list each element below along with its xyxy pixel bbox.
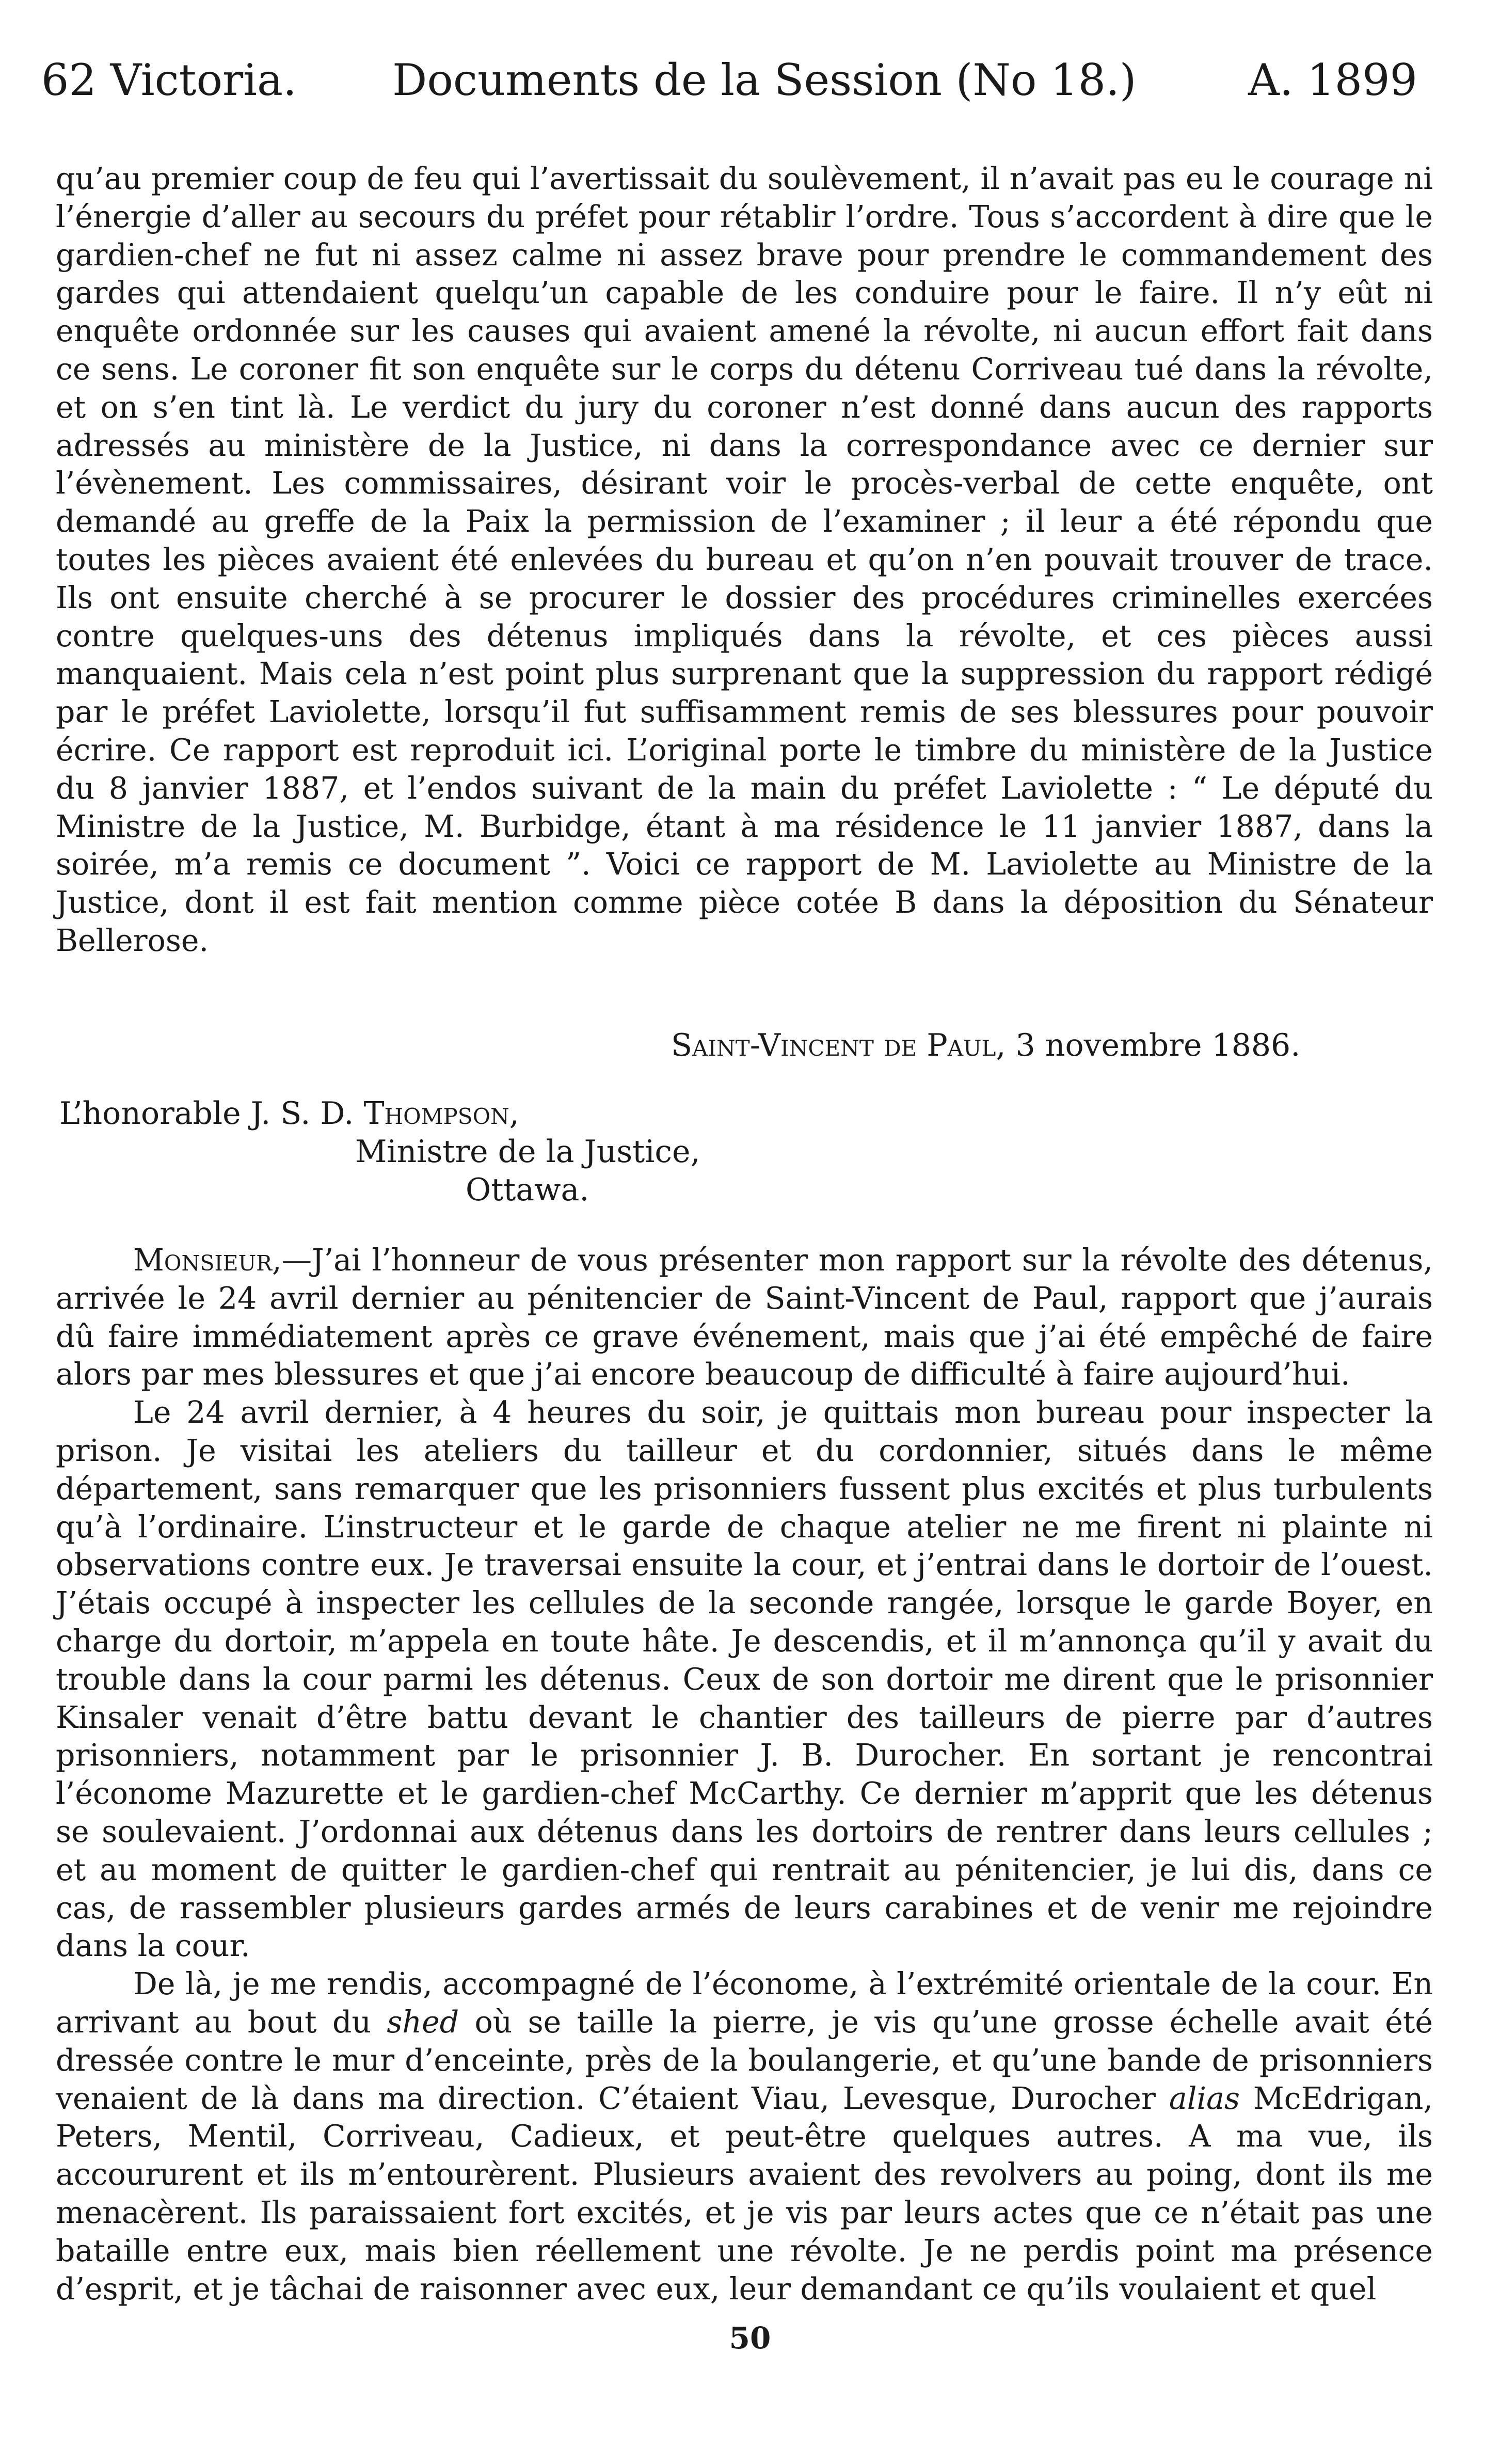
p3-text-b: où se taille la pierre, je vis qu’une grosse échelle avait été dressée contre le mur d’enceinte, près de la boulangerie, et qu’une bande de prisonniers venaient de là dans ma direction. C’étaient Viau, Levesque, Durocher: [56, 2004, 1433, 2116]
letter-paragraph-1: [56, 1242, 1433, 1394]
address-line-3: Ottawa.: [466, 1172, 589, 1208]
salutation: Monsieur: [133, 1243, 273, 1278]
dateline-date: , 3 novembre 1886.: [996, 1027, 1301, 1063]
p3-italic-alias: alias: [1169, 2080, 1240, 2116]
letter-paragraph-1-text: ,—J’ai l’honneur de vous présenter mon rapport sur la révolte des détenus, arrivée le 24 avril dernier au pénitencier de Saint-Vincent de Paul, rapport que j’aurais dû faire immédiatement après ce grave événement, mais que j’ai été empêché de faire alors par mes blessures et que j’ai encore beaucoup de difficulté à faire aujourd’hui.: [56, 1243, 1433, 1392]
p3-text-c: McEdrigan, Peters, Mentil, Corriveau, Cadieux, et peut-être quelques autres. A ma vue, ils accoururent et ils m’entourèrent. Plusieurs avaient des revolvers au poing, dont ils me menacèrent. Ils paraissaient fort excités, et je vis par leurs actes que ce n’était pas une bataille entre eux, mais bien réellement une révolte. Je ne perdis point ma présence d’esprit, et je tâchai de raisonner avec eux, leur demandant ce qu’ils voulaient et quel: [56, 2080, 1433, 2307]
letter-paragraph-3: [56, 1965, 1433, 2308]
letter-dateline: [671, 1025, 1300, 1066]
dateline-place: Saint-Vincent de Paul: [671, 1027, 996, 1063]
running-header: [41, 49, 1417, 111]
opening-paragraph: [56, 160, 1433, 960]
address-name: Thompson: [363, 1095, 509, 1132]
header-year: A. 1899: [1248, 55, 1417, 105]
address-line-1: [59, 1094, 700, 1133]
p3-text-a: De là, je me rendis, accompagné de l’économe, à l’extrémité orientale de la cour. En arrivant au bout du: [56, 1966, 1433, 2040]
paragraph-1: qu’au premier coup de feu qui l’avertissait du soulèvement, il n’avait pas eu le courage ni l’énergie d’aller au secours du préfet pour rétablir l’ordre. Tous s’accordent à dire que le gardien-chef ne fut ni assez calme ni assez brave pour prendre le commandement des gardes qui attendaient quelqu’un capable de les conduire pour le faire. Il n’y eût ni enquête ordonnée sur les causes qui avaient amené la révolte, ni aucun effort fait dans ce sens. Le coroner fit son enquête sur le corps du détenu Corriveau tué dans la révolte, et on s’en tint là. Le verdict du jury du coroner n’est donné dans aucun des rapports adressés au ministère de la Justice, ni dans la correspondance avec ce dernier sur l’évènement. Les commissaires, désirant voir le procès-verbal de cette enquête, ont demandé au greffe de la Paix la permission de l’examiner ; il leur a été répondu que toutes les pièces avaient été enlevées du bureau et qu’on n’en pouvait trouver de trace. Ils ont ensuite cherché à se procurer le dossier des procédures criminelles exercées contre quelques-uns des détenus impliqués dans la révolte, et ces pièces aussi manquaient. Mais cela n’est point plus surprenant que la suppression du rapport rédigé par le préfet Laviolette, lorsqu’il fut suffisamment remis de ses blessures pour pouvoir écrire. Ce rapport est reproduit ici. L’original porte le timbre du ministère de la Justice du 8 janvier 1887, et l’endos suivant de la main du préfet Laviolette : “ Le député du Ministre de la Justice, M. Burbidge, étant à ma résidence le 11 janvier 1887, dans la soirée, m’a remis ce document ”. Voici ce rapport de M. Laviolette au Ministre de la Justice, dont il est fait mention comme pièce cotée B dans la déposition du Sénateur Bellerose.: [56, 161, 1433, 958]
letter-address: [59, 1094, 700, 1209]
letter-paragraph-2: Le 24 avril dernier, à 4 heures du soir, je quittais mon bureau pour inspecter la prison. Je visitai les ateliers du tailleur et du cordonnier, situés dans le même département, sans remarquer que les prisonniers fussent plus excités et plus turbulents qu’à l’ordinaire. L’instructeur et le garde de chaque atelier ne me firent ni plainte ni observations contre eux. Je traversai ensuite la cour, et j’entrai dans le dortoir de l’ouest. J’étais occupé à inspecter les cellules de la seconde rangée, lorsque le garde Boyer, en charge du dortoir, m’appela en toute hâte. Je descendis, et il m’annonça qu’il y avait du trouble dans la cour parmi les détenus. Ceux de son dortoir me dirent que le prisonnier Kinsaler venait d’être battu devant le chantier des tailleurs de pierre par d’autres prisonniers, notamment par le prisonnier J. B. Durocher. En sortant je rencontrai l’économe Mazurette et le gardien-chef McCarthy. Ce dernier m’apprit que les détenus se soulevaient. J’ordonnai aux détenus dans les dortoirs de rentrer dans leurs cellules ; et au moment de quitter le gardien-chef qui rentrait au pénitencier, je lui dis, dans ce cas, de rassembler plusieurs gardes armés de leurs carabines et de venir me rejoindre dans la cour.: [56, 1395, 1433, 1964]
p3-italic-shed: shed: [387, 2004, 459, 2040]
address-line-2: Ministre de la Justice,: [355, 1134, 700, 1170]
address-honorific: L’honorable J. S. D.: [59, 1095, 364, 1132]
header-title: Documents de la Session (No 18.): [392, 55, 1137, 105]
address-comma: ,: [509, 1095, 519, 1132]
header-volume: 62 Victoria.: [41, 55, 297, 105]
letter-body: [56, 1242, 1433, 2308]
page-number: 50: [729, 2320, 771, 2356]
